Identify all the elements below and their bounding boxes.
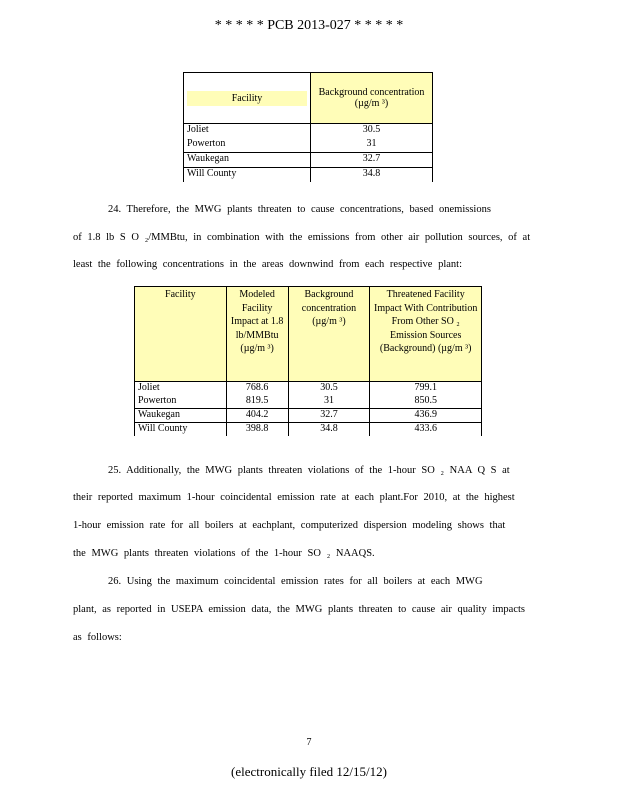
paragraph-24-line-3: least the following concentrations in the areas downwind from each respective plant: bbox=[73, 259, 463, 270]
table2-header-background: Background concentration (µg/m ³) bbox=[288, 287, 370, 382]
paragraph-24-line-1: 24. Therefore, the MWG plants threaten to cause concentrations, based onemissions bbox=[108, 204, 491, 215]
paragraph-25-line-4: the MWG plants threaten violations of the 1-hour SO ₂ NAAQS. bbox=[73, 548, 375, 559]
threatened-impact-table bbox=[134, 286, 482, 436]
background-concentration-table bbox=[183, 72, 433, 182]
table1-header-facility: Facility bbox=[184, 73, 311, 124]
document-header: * * * * * PCB 2013-027 * * * * * bbox=[214, 18, 404, 33]
table-row: Waukegan 32.7 bbox=[184, 153, 433, 168]
table-row: Waukegan 404.2 32.7 436.9 bbox=[135, 409, 482, 423]
table-row: Joliet 30.5 bbox=[184, 124, 433, 139]
table-row: Joliet 768.6 30.5 799.1 bbox=[135, 382, 482, 396]
table1-header-background: Background concentration (µg/m ³) bbox=[311, 73, 433, 124]
paragraph-25-line-1: 25. Additionally, the MWG plants threaten violations of the 1-hour SO ₂ NAA Q S at bbox=[108, 465, 510, 476]
paragraph-25-line-3: 1-hour emission rate for all boilers at eachplant, computerized dispersion modeling shows that bbox=[73, 520, 506, 531]
table2-header-facility: Facility bbox=[135, 287, 227, 382]
paragraph-26-line-1: 26. Using the maximum coincidental emission rates for all boilers at each MWG bbox=[108, 576, 483, 587]
paragraph-26-line-3: as follows: bbox=[73, 632, 122, 643]
table-row: Powerton 819.5 31 850.5 bbox=[135, 395, 482, 409]
paragraph-24-line-2: of 1.8 lb S O ₂/MMBtu, in combination with the emissions from other air pollution sources, of at bbox=[73, 232, 531, 243]
page-number: 7 bbox=[306, 737, 312, 748]
paragraph-25-line-2: their reported maximum 1-hour coincidental emission rate at each plant.For 2010, at the highest bbox=[73, 492, 515, 503]
table-row: Powerton 31 bbox=[184, 138, 433, 153]
table-row: Will County 398.8 34.8 433.6 bbox=[135, 423, 482, 437]
table2-header-threatened: Threatened Facility Impact With Contribution From Other SO ₂ Emission Sources (Background) (µg/m ³) bbox=[370, 287, 482, 382]
table2-header-modeled: Modeled Facility Impact at 1.8 lb/MMBtu (µg/m ³) bbox=[226, 287, 288, 382]
table-row: Will County 34.8 bbox=[184, 168, 433, 183]
paragraph-26-line-2: plant, as reported in USEPA emission data, the MWG plants threaten to cause air quality impacts bbox=[73, 604, 525, 615]
filing-footer: (electronically filed 12/15/12) bbox=[231, 764, 387, 779]
